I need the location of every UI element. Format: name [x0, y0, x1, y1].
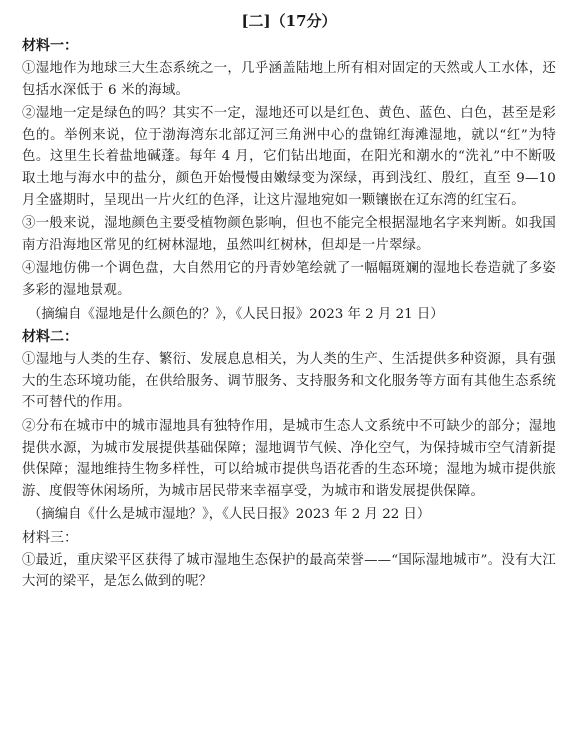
material-3: [22, 528, 556, 593]
material-2-source: （摘编自《什么是城市湿地？》，《人民日报》2023 年 2 月 22 日）: [28, 507, 431, 523]
material-3-heading: 材料三：: [22, 529, 78, 546]
material-1-heading: 材料一：: [22, 38, 78, 54]
material-2: [22, 327, 556, 526]
material-1-paragraph-3: ③一般来说，湿地颜色主要受植物颜色影响，但也不能完全根据湿地名字来判断。如我国南方沿海地区常见的红树林湿地，虽然叫红树林，但却是一片翠绿。: [22, 216, 556, 253]
material-1-source: （摘编自《湿地是什么颜色的？》，《人民日报》2023 年 2 月 21 日）: [28, 306, 444, 322]
material-2-paragraph-2: ②分布在城市中的城市湿地具有独特作用，是城市生态人文系统中不可缺少的部分；湿地提供水源，为城市发展提供基础保障；湿地调节气候、净化空气，为保持城市空气清新提供保障；湿地维持生物多样性，可以给城市提供鸟语花香的生态环境；湿地为城市提供旅游、度假等休闲场所，为城市居民带来幸福享受，为城市和谐发展提供保障。: [22, 418, 556, 499]
material-1-paragraph-1: ①湿地作为地球三大生态系统之一，几乎涵盖陆地上所有相对固定的天然或人工水体，还包括水深低于 6 米的海域。: [22, 61, 556, 98]
material-2-paragraph-1: ①湿地与人类的生存、繁衍、发展息息相关，为人类的生产、生活提供多种资源，具有强大的生态环境功能，在供给服务、调节服务、支持服务和文化服务等方面有其他生态系统不可替代的作用。: [22, 352, 556, 411]
material-1-paragraph-4: ④湿地仿佛一个调色盘，大自然用它的丹青妙笔绘就了一幅幅斑斓的湿地长卷造就了多姿多彩的湿地景观。: [22, 261, 556, 298]
section-title: [二]（17分）: [241, 12, 337, 30]
material-2-heading: 材料二：: [22, 329, 78, 346]
material-3-paragraph-1: ①最近，重庆梁平区获得了城市湿地生态保护的最高荣誉——“国际湿地城市”。没有大江大河的梁平，是怎么做到的呢？: [22, 552, 556, 590]
material-1-paragraph-2: ②湿地一定是绿色的吗？其实不一定，湿地还可以是红色、黄色、蓝色、白色，甚至是彩色的。举例来说，位于渤海湾东北部辽河三角洲中心的盘锦红海滩湿地，就以“红”为特色。这里生长着盐地碱蓬。每年 4 月，它们钻出地面，在阳光和潮水的“洗礼”中不断吸取土地与海水中的盐分，颜色开始慢慢由嫩绿变为深绿，再到浅红、殷红，直至 9—10 月全盛期时，呈现出一片火红的色泽，让这片湿地宛如一颗镶嵌在辽东湾的红宝石。: [22, 106, 556, 208]
material-1: [22, 36, 556, 325]
